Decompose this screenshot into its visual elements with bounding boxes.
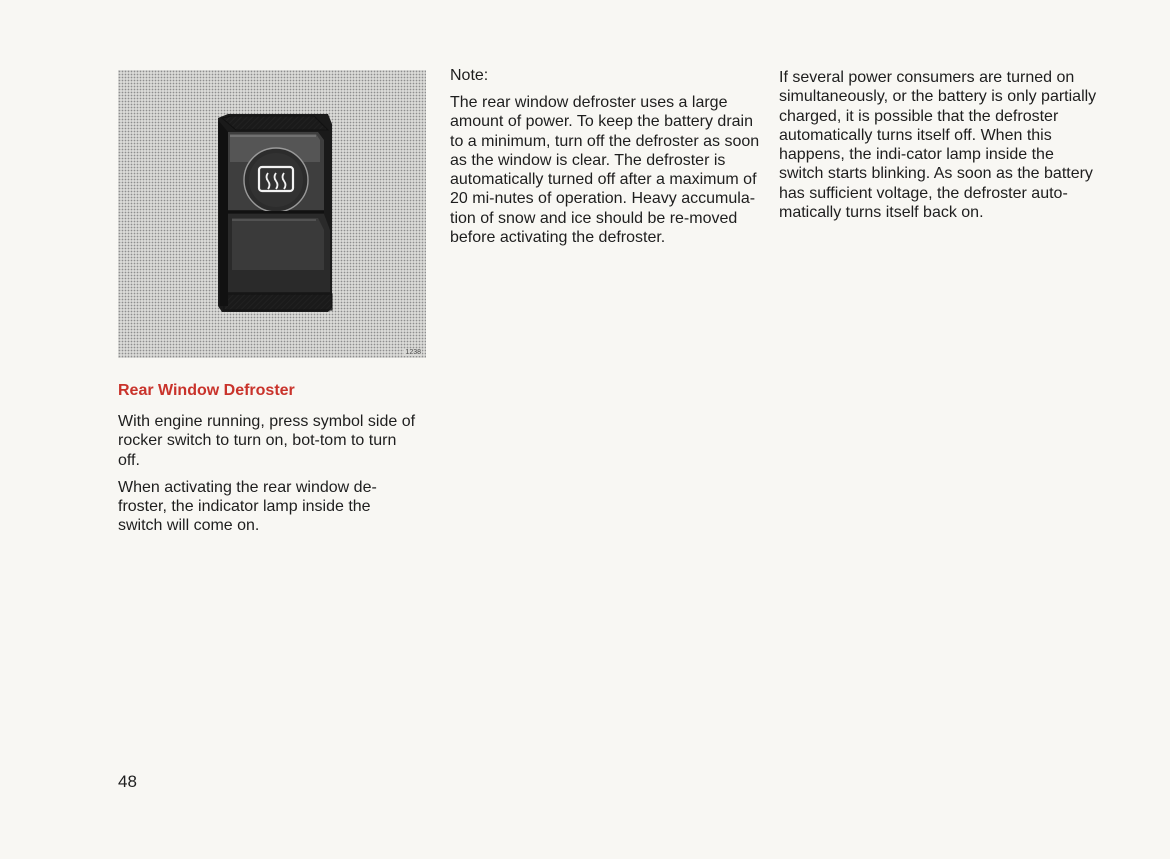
continuation-paragraph: If several power consumers are turned on simultaneously, or the battery is only partially charged, it is possible that the defroster automatically turns itself off. When this happens, the indi-cator lamp inside the switch starts blinking. As soon as the battery has sufficient voltage, the defroster auto-matically turns itself back on. (779, 69, 1097, 222)
section-heading: Rear Window Defroster (118, 382, 295, 399)
figure-number: 1238 (405, 349, 421, 356)
rocker-switch-figure (118, 70, 426, 358)
note-paragraph: The rear window defroster uses a large amount of power. To keep the battery drain to a minimum, turn off the defroster as soon as the window is clear. The defroster is automatically turned off after a maximum of 20 mi-nutes of operation. Heavy accumula-tion of snow and ice should be re-moved before activating the defroster. (450, 94, 760, 247)
note-block (450, 66, 760, 255)
rear-window-defroster-rocker-switch-illustration (118, 70, 426, 358)
note-label: Note: (450, 67, 489, 84)
page-number: 48 (118, 772, 137, 791)
section-paragraph-2: When activating the rear window de-froster, the indicator lamp inside the switch will come on. (118, 478, 377, 535)
continuation-block (779, 68, 1099, 230)
section-paragraph-1: With engine running, press symbol side of rocker switch to turn on, bot-tom to turn off. (118, 413, 416, 469)
defroster-section (118, 381, 418, 544)
